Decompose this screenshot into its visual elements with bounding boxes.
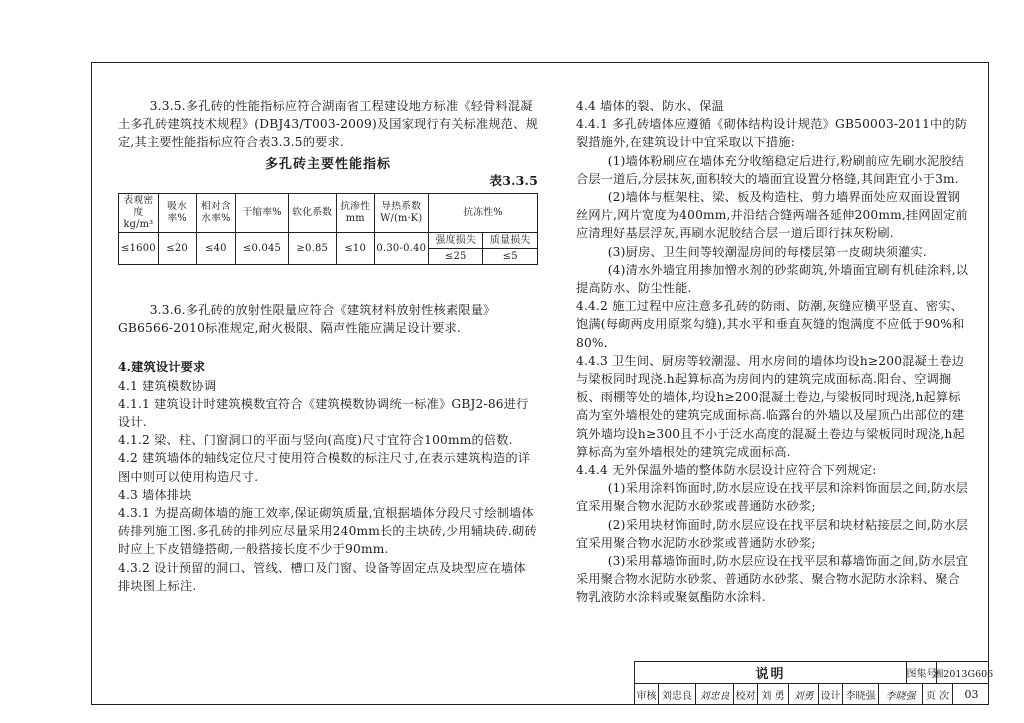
header-thermal-conductivity: 导热系数W/(m·K) <box>374 194 428 233</box>
review-signature: 刘忠良 <box>696 684 734 705</box>
clause-4-1-1: 4.1.1 建筑设计时建筑模数宜符合《建筑模数协调统一标准》GBJ2-86进行设计. <box>118 396 529 430</box>
atlas-label: 图集号 <box>907 662 937 683</box>
design-name: 李晓强 <box>843 684 879 705</box>
review-label: 审核 <box>635 684 659 705</box>
design-label: 设计 <box>819 684 843 705</box>
section-4-4-heading: 4.4 墙体的裂、防水、保温 <box>576 99 724 113</box>
section-4-heading: 4.建筑设计要求 <box>118 360 206 375</box>
clause-4-4-1-item-4: (4)清水外墙宜用掺加憎水剂的砂浆砌筑,外墙面宜刷有机硅涂料,以提高防水、防尘性能. <box>576 262 969 296</box>
clause-3-3-5: 3.3.5.多孔砖的性能指标应符合湖南省工程建设地方标准《轻骨料混凝土多孔砖建筑技术规程》(DBJ43/T003-2009)及国家现行有关标准规范、规定,其主要性能指标应符合表3.3.5的要求. <box>118 99 538 150</box>
page-label: 页 次 <box>923 684 953 705</box>
value-strength-loss: ≤25 <box>429 249 483 265</box>
table-number: 表3.3.5 <box>489 172 538 188</box>
review-name: 刘忠良 <box>659 684 696 705</box>
clause-4-4-4-item-2: (2)采用块材饰面时,防水层应设在找平层和块材粘接层之间,防水层宜采用聚合物水泥防水砂浆或普通防水砂浆; <box>576 517 969 550</box>
header-softening-coefficient: 软化系数 <box>288 194 336 233</box>
check-signature: 刘勇 <box>789 684 819 705</box>
section-4-3-heading: 4.3 墙体排块 <box>118 487 192 502</box>
clause-4-2: 4.2 建筑墙体的轴线定位尺寸使用符合模数的标注尺寸,在表示建筑构造的详图中则可以使用构造尺寸. <box>118 451 531 484</box>
page-number: 03 <box>964 688 979 701</box>
clause-4-1-2: 4.1.2 梁、柱、门窗洞口的平面与竖向(高度)尺寸宜符合100mm的倍数. <box>118 433 513 448</box>
value-mass-loss: ≤5 <box>483 249 538 265</box>
properties-table <box>118 193 538 265</box>
clause-4-3-1: 4.3.1 为提高砌体墙的施工效率,保证砌筑质量,宜根据墙体分段尺寸绘制墙体砖排列施工图.多孔砖的排列应尽量采用240mm长的主块砖,少用辅块砖.砌砖时应上下皮错缝搭砌,一般搭接长度不少于90mm. <box>118 506 537 557</box>
clause-4-4-2: 4.4.2 施工过程中应注意多孔砖的防雨、防潮,灰缝应横平竖直、密实、饱满(每砌两皮用原浆勾缝),其水平和垂直灰缝的饱满度不应低于90%和80%. <box>576 299 965 350</box>
value-density: ≤1600 <box>119 233 159 265</box>
clause-4-4-1-item-2: (2)墙体与框架柱、梁、板及构造柱、剪力墙界面处应双面设置钢丝网片,网片宽度为400mm,并沿结合缝两端各延伸200mm,挂网固定前应清理好基层浮灰,再刷水泥胶结合层一道后即行抹灰粉刷. <box>576 190 968 241</box>
section-4-1-heading: 4.1 建筑模数协调 <box>118 378 217 393</box>
clause-4-4-1-item-1: (1)墙体粉刷应在墙体充分收缩稳定后进行,粉刷前应先刷水泥胶结合层一道后,分层抹灰,面积较大的墙面宜设置分格缝,其间距宜小于3m. <box>576 153 965 186</box>
value-impermeability: ≤10 <box>336 233 374 265</box>
header-relative-moisture: 相对含水率% <box>196 194 236 233</box>
check-label: 校对 <box>734 684 758 705</box>
check-name: 刘 勇 <box>758 684 789 705</box>
header-density: 表观密度kg/m³ <box>119 194 159 233</box>
clause-4-4-1: 4.4.1 多孔砖墙体应遵循《砌体结构设计规范》GB50003-2011中的防裂措施外,在建筑设计中宜采取以下措施: <box>576 117 968 150</box>
value-water-absorption: ≤20 <box>158 233 196 265</box>
design-signature: 李晓强 <box>879 684 923 705</box>
subheader-mass-loss: 质量损失 <box>483 233 538 249</box>
table-title: 多孔砖主要性能指标 <box>264 156 391 172</box>
header-frost-resistance: 抗冻性% <box>429 194 538 233</box>
value-drying-shrinkage: ≤0.045 <box>236 233 288 265</box>
header-water-absorption: 吸水率% <box>158 194 196 233</box>
right-column <box>576 97 970 607</box>
header-impermeability: 抗渗性mm <box>336 194 374 233</box>
clause-4-4-1-item-3: (3)厨房、卫生间等较潮湿房间的每楼层第一皮砌块须灌实. <box>607 244 927 259</box>
title-block <box>634 661 994 705</box>
clause-4-4-4-item-1: (1)采用涂料饰面时,防水层应设在找平层和涂料饰面层之间,防水层宜采用聚合物水泥防水砂浆或普通防水砂浆; <box>576 481 969 514</box>
header-drying-shrinkage: 干缩率% <box>236 194 288 233</box>
clause-4-4-4-item-3: (3)采用幕墙饰面时,防水层应设在找平层和幕墙饰面之间,防水层宜采用聚合物水泥防水砂浆、普通防水砂浆、聚合物水泥防水涂料、聚合物乳液防水涂料或聚氨酯防水涂料. <box>576 554 969 605</box>
clause-3-3-6: 3.3.6.多孔砖的放射性限量应符合《建筑材料放射性核素限量》GB6566-2010标准规定,耐火极限、隔声性能应满足设计要求. <box>118 303 496 336</box>
value-softening-coefficient: ≥0.85 <box>288 233 336 265</box>
clause-4-4-4: 4.4.4 无外保温外墙的整体防水层设计应符合下列规定: <box>576 463 877 478</box>
clause-4-4-3: 4.4.3 卫生间、厨房等较潮湿、用水房间的墙体均设h≥200混凝土卷边与梁板同时现浇.h起算标高为房间内的建筑完成面标高.阳台、空调搁板、雨棚等处的墙体,均设h≥200混凝土卷边,与梁板同时现浇,h起算标高为室外墙根处的建筑完成面标高.临露台的外墙以及屋顶凸出部位的建筑外墙均设h≥300且不小于泛水高度的混凝土卷边与梁板同时现浇,h起算标高为室外墙根处的建筑完成面标高. <box>576 353 965 459</box>
clause-4-3-2: 4.3.2 设计预留的洞口、管线、槽口及门窗、设备等固定点及块型应在墙体排块图上标注. <box>118 560 526 593</box>
subheader-strength-loss: 强度损失 <box>429 233 483 249</box>
value-relative-moisture: ≤40 <box>196 233 236 265</box>
value-thermal-conductivity: 0.30-0.40 <box>374 233 428 265</box>
drawing-title: 说明 <box>635 662 907 683</box>
atlas-number: 湘2013G606 <box>933 668 994 680</box>
left-column <box>118 97 538 595</box>
